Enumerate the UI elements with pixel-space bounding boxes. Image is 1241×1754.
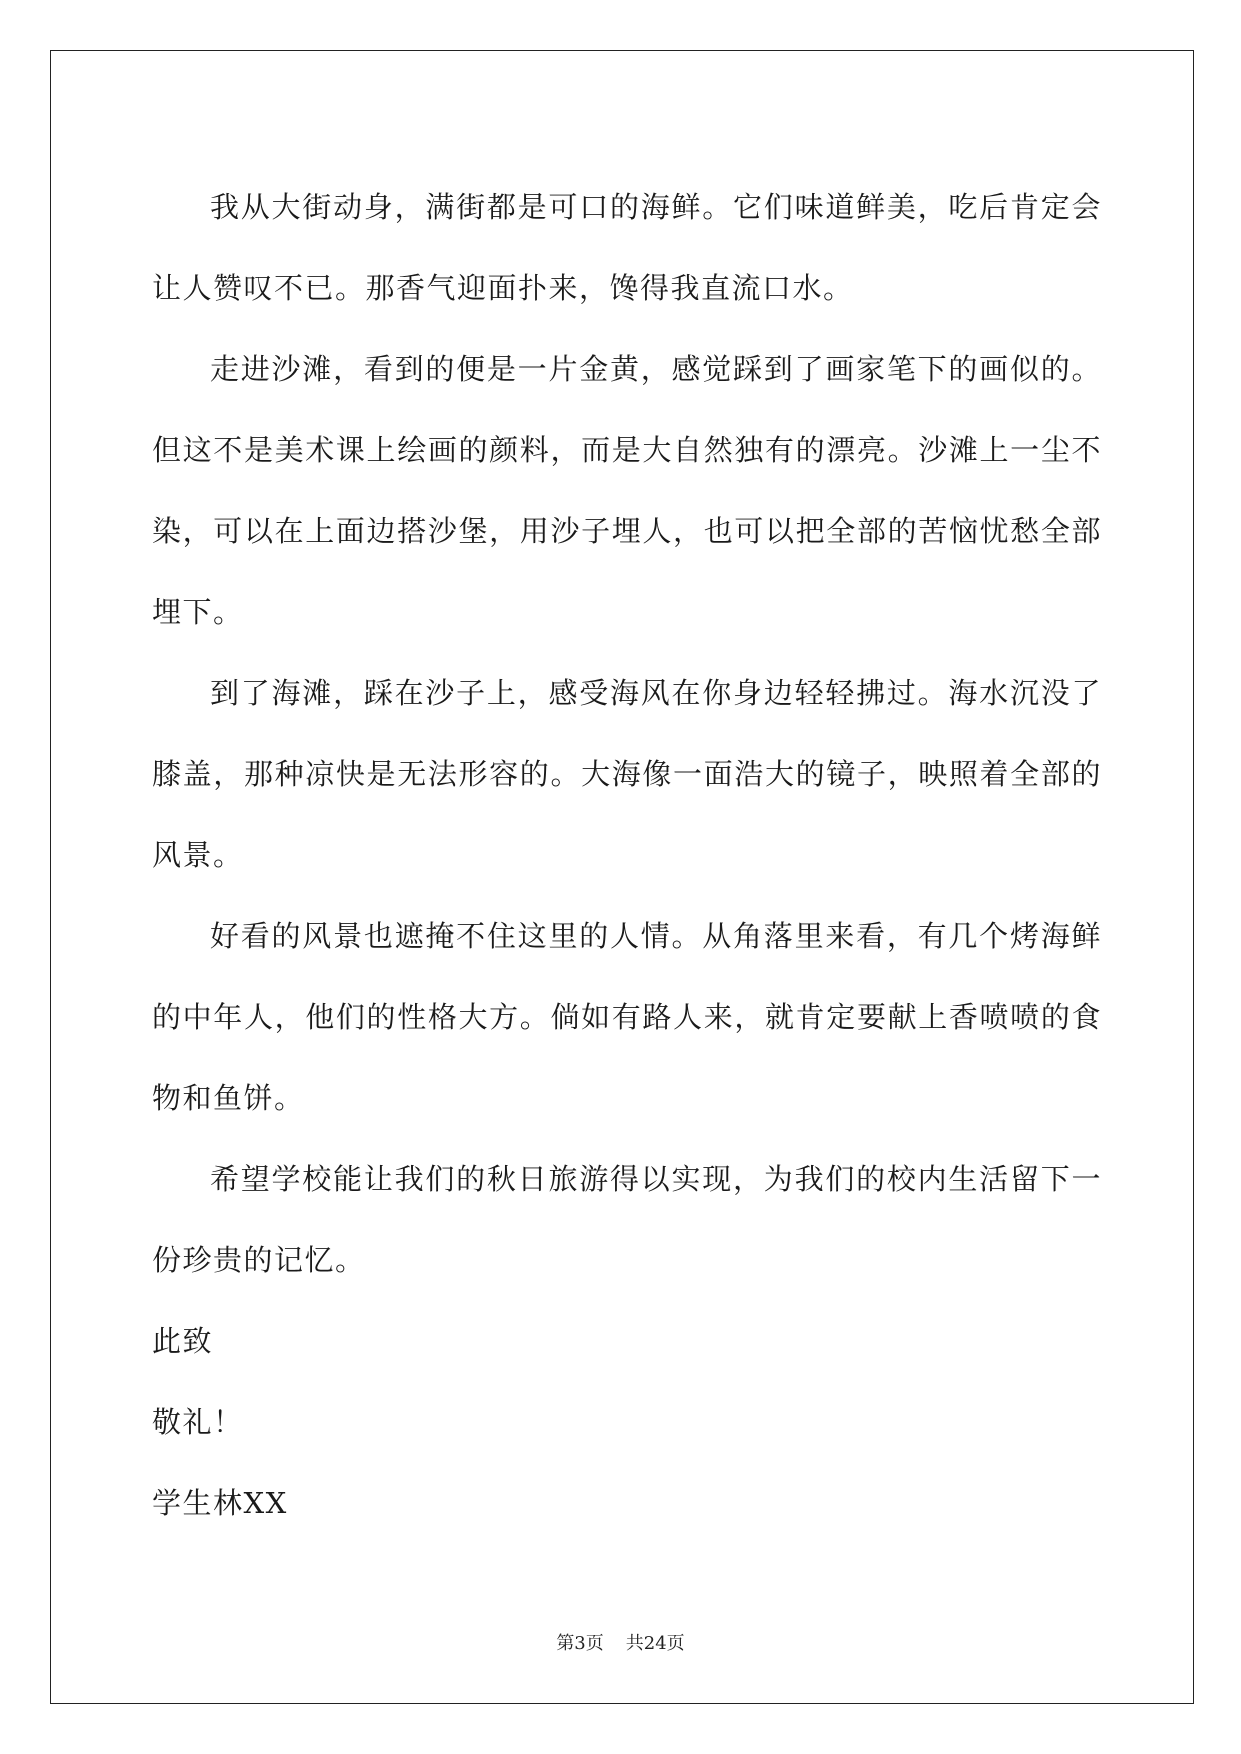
closing-regards: 敬礼！ — [152, 1405, 244, 1439]
paragraph-1: 我从大街动身，满街都是可口的海鲜。它们味道鲜美，吃后肯定会让人赞叹不已。那香气迎面扑来，馋得我直流口水。 — [152, 190, 1102, 305]
paragraph-5: 希望学校能让我们的秋日旅游得以实现，为我们的校内生活留下一份珍贵的记忆。 — [152, 1162, 1102, 1277]
paragraph-3: 到了海滩，踩在沙子上，感受海风在你身边轻轻拂过。海水沉没了膝盖，那种凉快是无法形容的。大海像一面浩大的镜子，映照着全部的风景。 — [152, 676, 1102, 872]
paragraph-2: 走进沙滩，看到的便是一片金黄，感觉踩到了画家笔下的画似的。但这不是美术课上绘画的颜料，而是大自然独有的漂亮。沙滩上一尘不染，可以在上面边搭沙堡，用沙子埋人，也可以把全部的苦恼忧愁全部埋下。 — [152, 352, 1102, 629]
closing-salutation: 此致 — [152, 1324, 214, 1358]
letter-body — [152, 167, 1102, 1544]
page-number: 第3页 — [556, 1633, 604, 1654]
page-total: 共24页 — [625, 1633, 685, 1654]
signature: 学生林XX — [152, 1486, 288, 1520]
paragraph-4: 好看的风景也遮掩不住这里的人情。从角落里来看，有几个烤海鲜的中年人，他们的性格大方。倘如有路人来，就肯定要献上香喷喷的食物和鱼饼。 — [152, 919, 1102, 1115]
page-footer — [0, 1632, 1241, 1656]
